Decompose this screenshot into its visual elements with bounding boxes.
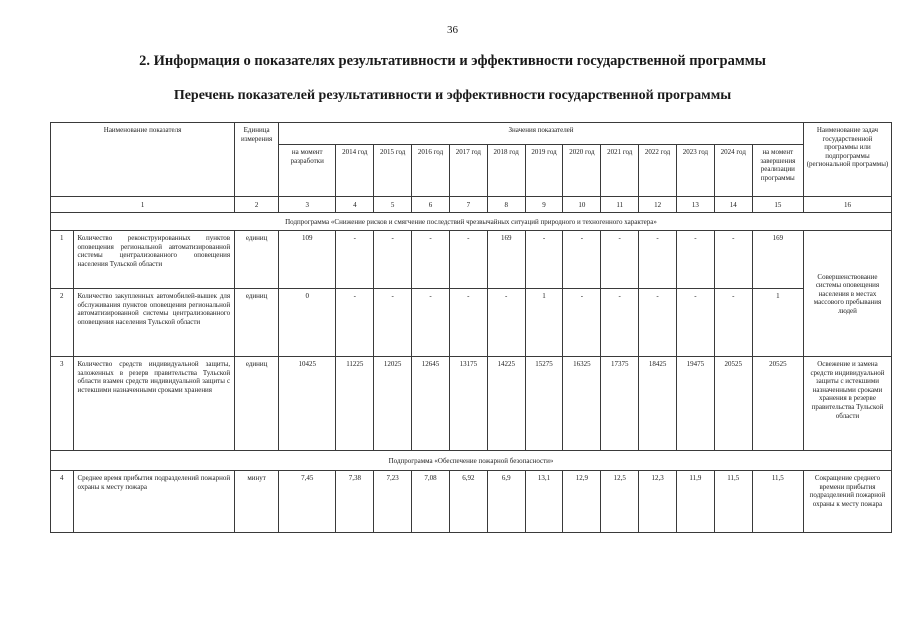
value-cell: 12,3 (639, 471, 677, 533)
value-cell: - (374, 231, 412, 289)
unit-cell: минут (235, 471, 279, 533)
header-sub: 2023 год (676, 145, 714, 197)
col-number: 12 (639, 197, 677, 213)
header-sub: на момент разработки (279, 145, 336, 197)
task-cell: Сокращение среднего времени прибытия подразделений пожарной охраны к месту пожара (803, 471, 891, 533)
value-cell: 6,92 (449, 471, 487, 533)
col-number: 5 (374, 197, 412, 213)
value-cell: - (639, 231, 677, 289)
value-cell: 0 (279, 289, 336, 357)
value-cell: 13,1 (525, 471, 563, 533)
col-number: 8 (487, 197, 525, 213)
subprogram-title: Подпрограмма «Снижение рисков и смягчение последствий чрезвычайных ситуаций природного и техногенного характера» (51, 213, 892, 231)
value-cell: - (525, 231, 563, 289)
header-sub: 2021 год (601, 145, 639, 197)
value-cell: 169 (752, 231, 803, 289)
header-sub: 2016 год (412, 145, 450, 197)
value-cell: 11,9 (676, 471, 714, 533)
col-number: 9 (525, 197, 563, 213)
header-unit: Единица измерения (235, 123, 279, 197)
col-number: 10 (563, 197, 601, 213)
value-cell: 1 (525, 289, 563, 357)
value-cell: 11225 (336, 357, 374, 451)
row-number: 2 (51, 289, 74, 357)
value-cell: - (412, 289, 450, 357)
value-cell: 15275 (525, 357, 563, 451)
header-row-1 (51, 123, 892, 145)
unit-cell: единиц (235, 231, 279, 289)
value-cell: 7,08 (412, 471, 450, 533)
indicator-name: Среднее время прибытия подразделений пожарной охраны к месту пожара (73, 471, 235, 533)
value-cell: - (601, 289, 639, 357)
value-cell: - (487, 289, 525, 357)
col-number: 6 (412, 197, 450, 213)
subprogram-row (51, 213, 892, 231)
col-number: 15 (752, 197, 803, 213)
indicator-name: Количество реконструированных пунктов оповещения региональной автоматизированной системы централизованного оповещения населения Тульской области (73, 231, 235, 289)
value-cell: 18425 (639, 357, 677, 451)
value-cell: - (714, 231, 752, 289)
value-cell: 20525 (752, 357, 803, 451)
task-cell: Освежение и замена средств индивидуальной защиты с истекшими назначенными сроками хранения в резерве правительства Тульской области (803, 357, 891, 451)
row-number: 4 (51, 471, 74, 533)
value-cell: 17375 (601, 357, 639, 451)
value-cell: 12,5 (601, 471, 639, 533)
value-cell: - (336, 231, 374, 289)
value-cell: - (714, 289, 752, 357)
value-cell: 20525 (714, 357, 752, 451)
value-cell: - (639, 289, 677, 357)
value-cell: - (449, 231, 487, 289)
value-cell: 7,23 (374, 471, 412, 533)
row-number: 3 (51, 357, 74, 451)
value-cell: - (412, 231, 450, 289)
header-sub: 2018 год (487, 145, 525, 197)
header-sub: 2024 год (714, 145, 752, 197)
value-cell: 6,9 (487, 471, 525, 533)
value-cell: - (336, 289, 374, 357)
subprogram-row (51, 451, 892, 471)
table-row (51, 289, 892, 357)
header-indicator-name: Наименование показателя (51, 123, 235, 197)
value-cell: 12645 (412, 357, 450, 451)
unit-cell: единиц (235, 289, 279, 357)
value-cell: 12025 (374, 357, 412, 451)
value-cell: - (374, 289, 412, 357)
subprogram-title: Подпрограмма «Обеспечение пожарной безопасности» (51, 451, 892, 471)
header-tasks: Наименование задач государственной программы или подпрограммы (региональной программы) (803, 123, 891, 197)
col-number: 2 (235, 197, 279, 213)
value-cell: - (676, 289, 714, 357)
table-title: Перечень показателей результативности и эффективности государственной программы (173, 88, 732, 103)
value-cell: 169 (487, 231, 525, 289)
indicators-table (50, 122, 892, 533)
task-cell: Совершенствование системы оповещения населения в местах массового пребывания людей (803, 231, 891, 357)
value-cell: 12,9 (563, 471, 601, 533)
value-cell: 11,5 (752, 471, 803, 533)
col-number: 7 (449, 197, 487, 213)
col-number: 3 (279, 197, 336, 213)
value-cell: 7,38 (336, 471, 374, 533)
header-sub: 2014 год (336, 145, 374, 197)
value-cell: - (676, 231, 714, 289)
header-sub: 2015 год (374, 145, 412, 197)
column-numbers-row (51, 197, 892, 213)
indicator-name: Количество закупленных автомобилей-вышек для обслуживания пунктов оповещения региональной автоматизированной системы централизованного оповещения населения Тульской области (73, 289, 235, 357)
header-values-group: Значения показателей (279, 123, 804, 145)
value-cell: 1 (752, 289, 803, 357)
header-sub: 2020 год (563, 145, 601, 197)
value-cell: 14225 (487, 357, 525, 451)
col-number: 14 (714, 197, 752, 213)
value-cell: 16325 (563, 357, 601, 451)
value-cell: - (563, 231, 601, 289)
col-number: 16 (803, 197, 891, 213)
value-cell: 13175 (449, 357, 487, 451)
unit-cell: единиц (235, 357, 279, 451)
value-cell: 11,5 (714, 471, 752, 533)
value-cell: - (601, 231, 639, 289)
value-cell: - (449, 289, 487, 357)
value-cell: 19475 (676, 357, 714, 451)
value-cell: 10425 (279, 357, 336, 451)
header-sub: 2019 год (525, 145, 563, 197)
col-number: 4 (336, 197, 374, 213)
header-sub: 2022 год (639, 145, 677, 197)
col-number: 11 (601, 197, 639, 213)
table-row (51, 357, 892, 451)
row-number: 1 (51, 231, 74, 289)
value-cell: 7,45 (279, 471, 336, 533)
table-row (51, 231, 892, 289)
value-cell: - (563, 289, 601, 357)
header-sub: на момент завершения реализации программы (752, 145, 803, 197)
value-cell: 109 (279, 231, 336, 289)
section-heading: 2. Информация о показателях результативности и эффективности государственной программы (139, 53, 766, 69)
col-number: 13 (676, 197, 714, 213)
header-sub: 2017 год (449, 145, 487, 197)
indicator-name: Количество средств индивидуальной защиты, заложенных в резерв правительства Тульской области взамен средств индивидуальной защиты с истекшими назначенными сроками хранения (73, 357, 235, 451)
table-row (51, 471, 892, 533)
col-number: 1 (51, 197, 235, 213)
page-number: 36 (447, 24, 458, 36)
